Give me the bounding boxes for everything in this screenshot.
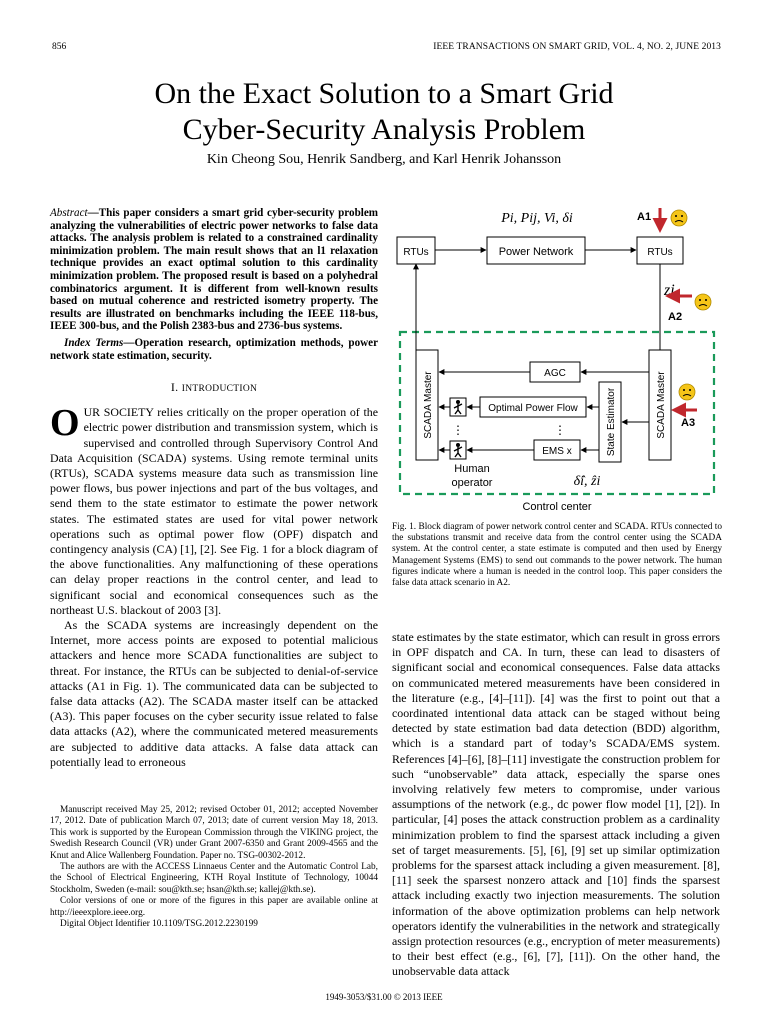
- right-column-text: state estimates by the state estimator, which can result in gross errors in OPF dispatch and CA. In turn, these can lead to disasters of significant social and economical consequences. False data attacks on communicated metered measurements have been considered in the literature (e.g., [4]–[11]). [4] was the first to point out that a coordinated intentional data attack can be staged without being detected by state estimation bad data detection (BDD) algorithm, which is a standard part of today’s SCADA/EMS system. References [4]–[6], [8]–[11] investigate the construction problem for such “unobservable” data attack, especially the sparse ones involving relatively few meters to compromise, under various assumptions of the network (e.g., dc power flow model [1], [2]). In particular, [4] poses the attack construction problem as a cardinality minimization problem to find the sparsest attack including a given set of target measurements. [5], [6], [9] set up similar optimization problems for the sparsest attack including a given measurement. [8], [11] seek the sparsest nonzero attack and [10] finds the sparsest attack including exactly two injection measurements. The solution information of the above optimization problems can help network operators identify the vulnerabilities in the network and strategically assign protection resources (e.g., encryption of meter measurements) to their best effect (e.g., [6], [7], [11]). On the other hand, the unobservable data attack: [392, 630, 720, 979]
- attacker-face-icon-a2: [695, 294, 711, 310]
- footnote-authors: The authors are with the ACCESS Linnaeus Center and the Automatic Control Lab, the School of Electrical Engineering, KTH Royal Institute of Technology, 10044 Stockholm, Sweden (e-mail: sou@kth.se; hsan@kth.se; kallej@kth.se).: [50, 862, 378, 895]
- section-heading: [50, 380, 378, 395]
- abstract: [50, 207, 378, 333]
- authors: Kin Cheong Sou, Henrik Sandberg, and Karl Henrik Johansson: [206, 152, 562, 167]
- journal-header: IEEE TRANSACTIONS ON SMART GRID, VOL. 4, NO. 2, JUNE 2013: [433, 42, 721, 52]
- opf-label: Optimal Power Flow: [488, 403, 578, 414]
- section-numeral: I.: [170, 380, 179, 395]
- paper-title: [0, 76, 768, 148]
- ems-label: EMS x: [542, 446, 572, 457]
- figure-caption: Fig. 1. Block diagram of power network control center and SCADA. RTUs connected to the substations transmit and receive data from the control center using the SCADA system. At the control center, a state estimate is computed and then used by Energy Management Systems (EMS) to send out commands to the power network. The human figures indicate where a human is needed in the control loop. This paper considers the false data attack scenario in A2.: [392, 522, 722, 589]
- fig-zi-label: zi: [664, 282, 675, 299]
- control-center-label: Control center: [522, 501, 592, 513]
- page-number: 856: [52, 42, 67, 52]
- scada-master-right-label: SCADA Master: [656, 371, 667, 439]
- fig-a2-label: A2: [668, 311, 683, 323]
- abstract-text: —This paper considers a smart grid cyber-security problem analyzing the vulnerabilities of electric power networks to false data attacks. The analysis problem is related to a constrained cardinality minimization problem. The main result shows that an l1 relaxation technique provides an exact optimal solution to this cardinality minimization problem. The proposed result is based on a polyhedral combinatorics argument. It is different from well-known results based on mutual coherence and restricted isometry property. The results are illustrated on benchmarks including the IEEE 118-bus, IEEE 300-bus, and the Polish 2383-bus and 2736-bus systems.: [50, 207, 378, 333]
- footnotes: [50, 805, 378, 930]
- index-terms: [50, 337, 378, 362]
- fig-a1-label: A1: [637, 211, 652, 223]
- fig-a3-label: A3: [681, 417, 696, 429]
- human-operator-line-2: operator: [451, 477, 493, 489]
- dots-left: ⋮: [452, 423, 464, 437]
- abstract-label: Abstract: [50, 207, 88, 219]
- footnote-color: Color versions of one or more of the figures in this paper are available online at http://ieeexplore.ieee.org.: [50, 896, 378, 918]
- power-network-label: Power Network: [498, 246, 574, 258]
- fig-top-label: Pi, Pij, Vi, δi: [501, 211, 573, 226]
- human-icon-bottom: [450, 441, 466, 459]
- intro-paragraph-1: [50, 402, 378, 618]
- title-line-2: Cyber-Security Analysis Problem: [182, 113, 586, 146]
- intro-text-1: UR SOCIETY relies critically on the proper operation of the electric power distribution and transmission system, which is supervised and controlled through Supervisory Control And Data Acquisition (SCADA) systems. Using remote terminal units (RTUs), SCADA systems measure data such as transmission line power flows, bus power injections and part of the bus voltages, and send them to the state estimator to estimate the power network states. The estimated states are used for vital power network operations such as optimal power flow (OPF) dispatch and contingency analysis (CA) [1], [2]. See Fig. 1 for a block diagram of the above functionalities. Any malfunctioning of these operations can delay proper reactions in the control center, and lead to significant social and economical consequences such as the northeast U.S. blackout of 2003 [3].: [50, 405, 378, 617]
- attacker-face-icon-a1: [671, 210, 687, 226]
- human-icon-top: [450, 398, 466, 416]
- index-terms-text: —Operation research, optimization methods, power network state estimation, security.: [50, 336, 378, 362]
- state-estimator-label: State Estimator: [606, 387, 617, 457]
- title-line-1: On the Exact Solution to a Smart Grid: [154, 77, 614, 110]
- scada-master-left-label: SCADA Master: [423, 371, 434, 439]
- intro-paragraph-2: As the SCADA systems are increasingly dependent on the Internet, more access points are exposed to potential malicious attackers and hence more SCADA functionalities are subject to threat. For instance, the RTUs can be subjected to denial-of-service attacks (A1 in Fig. 1). The communicated data can be subjected to false data attacks (A2). The SCADA master itself can be attacked (A3). This paper focuses on the cyber security issue related to false data attacks (A2), where the communicated metered measurements are subjected to additive data attacks. A false data attack can potentially lead to erroneous: [50, 617, 378, 769]
- agc-label: AGC: [544, 368, 566, 379]
- right-column: [392, 630, 720, 980]
- left-column: [50, 207, 378, 770]
- rtus-left-label: RTUs: [403, 247, 429, 258]
- attacker-face-icon-a3: [679, 384, 695, 400]
- figure-1-diagram: [392, 200, 722, 515]
- human-operator-line-1: Human: [454, 463, 490, 475]
- dots-right: ⋮: [554, 423, 566, 437]
- footnote-manuscript: Manuscript received May 25, 2012; revised October 01, 2012; accepted November 17, 2012. Date of publication March 07, 2013; date of current version May 18, 2013. This work is supported by the European Commission through the VIKING project, the Swedish Research Council (VR) under Grant 2007-6350 and Grant 2009-4565 and the Knut and Alice Wallenberg Foundation. Paper no. TSG-00302-2012.: [50, 805, 378, 861]
- drop-cap: O: [50, 402, 80, 445]
- section-title: INTRODUCTION: [181, 384, 258, 395]
- rtus-right-label: RTUs: [647, 247, 673, 258]
- index-terms-label: Index Terms: [64, 336, 124, 349]
- footnote-doi: Digital Object Identifier 10.1109/TSG.2012.2230199: [60, 919, 258, 930]
- copyright-footer: 1949-3053/$31.00 © 2013 IEEE: [325, 992, 443, 1002]
- estimates-label: δ̂i, ẑi: [573, 474, 601, 489]
